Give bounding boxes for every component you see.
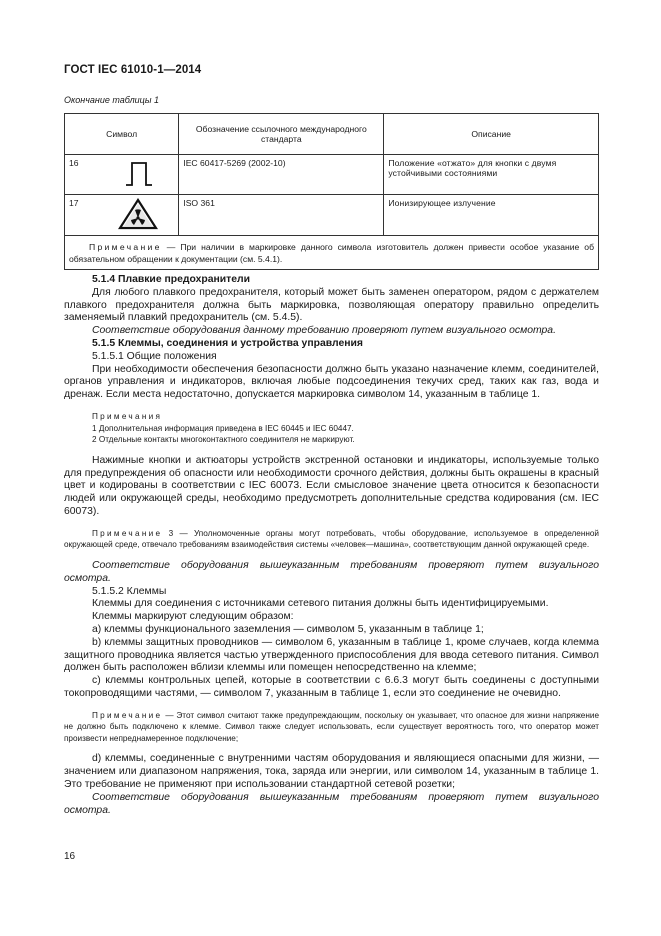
- row-description: Ионизирующее излучение: [384, 195, 599, 236]
- push-button-out-icon: [97, 155, 179, 195]
- table-note-text: — При наличии в маркировке данного символа изготовитель должен привести особое указание об обязательном обращении к документации (см. 5.4.1).: [69, 242, 595, 264]
- note-2: 2 Отдельные контакты многоконтактного соединителя не маркируют.: [92, 435, 355, 445]
- paragraph: Клеммы маркируют следующим образом:: [92, 611, 294, 623]
- row-number: 17: [65, 195, 98, 236]
- list-item-a: а) клеммы функционального заземления — символом 5, указанным в таблице 1;: [92, 623, 484, 635]
- section-5-1-5-1-title: 5.1.5.1 Общие положения: [92, 350, 217, 362]
- note-3-label: Примечание: [92, 528, 163, 538]
- table-row: [65, 155, 599, 195]
- note-1: 1 Дополнительная информация приведена в IEC 60445 и IEC 60447.: [92, 423, 354, 433]
- radiation-warning-icon: [97, 195, 179, 236]
- symbols-table: [64, 113, 599, 270]
- compliance-check: Соответствие оборудования данному требованию проверяют путем визуального осмотра.: [92, 325, 556, 337]
- paragraph: При необходимости обеспечения безопасности должно быть указано назначение клемм, соединителей, органов управления и индикаторов, включая любые подсоединения текучих сред, таких как газ, вода и дренаж. Если места недостаточно, допускается маркировка символом 14, указанным в таблице 1.: [64, 363, 599, 401]
- note-4: [64, 710, 599, 745]
- document-header: ГОСТ IEC 61010-1—2014: [64, 64, 202, 76]
- table-caption: Окончание таблицы 1: [64, 95, 159, 105]
- table-row: [65, 195, 599, 236]
- row-standard: IEC 60417-5269 (2002-10): [179, 155, 384, 195]
- row-number: 16: [65, 155, 98, 195]
- column-header-description: Описание: [384, 114, 599, 155]
- paragraph: Для любого плавкого предохранителя, который может быть заменен оператором, рядом с держателем плавкого предохранителя должна быть маркировка, позволяющая оператору правильно определить заменяемый плавкий предохранитель (см. 5.4.5).: [64, 286, 599, 324]
- row-standard: ISO 361: [179, 195, 384, 236]
- section-5-1-5-2-title: 5.1.5.2 Клеммы: [92, 585, 167, 597]
- list-item-b: b) клеммы защитных проводников — символом 6, указанным в таблице 1, кроме случаев, когда клемма защитного проводника является частью утвержденного приспособления для ввода сетевого питания. Символ должен быть расположен вблизи клеммы или помещен непосредственно на клемме;: [64, 636, 599, 674]
- row-description: Положение «отжато» для кнопки с двумя устойчивыми состояниями: [384, 155, 599, 195]
- list-item-c: c) клеммы контрольных цепей, которые в соответствии с 6.6.3 могут быть соединены с доступными токопроводящими частями, — символом 7, указанным в таблице 1, если это соединение не очевидно.: [64, 675, 599, 699]
- compliance-check: Соответствие оборудования вышеуказанным требованиям проверяют путем визуального осмотра.: [64, 559, 599, 584]
- note-4-text: — Этот символ считают также предупреждающим, поскольку он указывает, что опасное для жизни напряжение не должно быть подключено к клемме. Символ также следует использовать, если существует вероятность того, что оператор может произвести непреднамеренное подключение;: [64, 710, 599, 743]
- column-header-standard: Обозначение ссылочного международного стандарта: [179, 114, 384, 155]
- note-3-text: 3 — Уполномоченные органы могут потребовать, чтобы оборудование, используемое в определенной окружающей среде, отвечало требованиям взаимодействия системы «человек—машина», соответствующим данной окружающей среде.: [64, 528, 599, 550]
- notes-label: Примечания: [92, 411, 163, 421]
- paragraph: Нажимные кнопки и актюаторы устройств экстренной остановки и индикаторы, используемые только для предупреждения об опасности или необходимости срочного действия, должны быть окрашены в красный цвет и кодированы в соответствии с IEC 60073. Если смысловое значение цвета относится к безопасности людей или окружающей среды, необходимо предусмотреть дополнительные средства кодирования (см. IEC 60073).: [64, 454, 599, 517]
- note-3: [64, 528, 599, 551]
- compliance-check: Соответствие оборудования вышеуказанным требованиям проверяют путем визуального осмотра.: [64, 791, 599, 816]
- table-note-row: [65, 236, 599, 270]
- table-note: [65, 236, 599, 270]
- table-header-row: [65, 114, 599, 155]
- section-5-1-4-title: 5.1.4 Плавкие предохранители: [92, 274, 250, 285]
- list-item-d: d) клеммы, соединенные с внутренними частям оборудования и являющиеся опасными для жизни, — значением или диапазоном напряжения, тока, заряда или энергии, или символом 14, указанным в таблице 1. Это требование не применяют при использовании стандартной сетевой розетки;: [64, 753, 599, 791]
- column-header-symbol: Символ: [65, 114, 179, 155]
- table-note-label: Примечание: [89, 242, 162, 252]
- page-number: 16: [64, 851, 76, 862]
- document-body: [64, 274, 599, 817]
- section-5-1-5-title: 5.1.5 Клеммы, соединения и устройства управления: [92, 337, 363, 349]
- paragraph: Клеммы для соединения с источниками сетевого питания должны быть идентифицируемыми.: [92, 598, 549, 610]
- note-4-label: Примечание: [92, 710, 163, 720]
